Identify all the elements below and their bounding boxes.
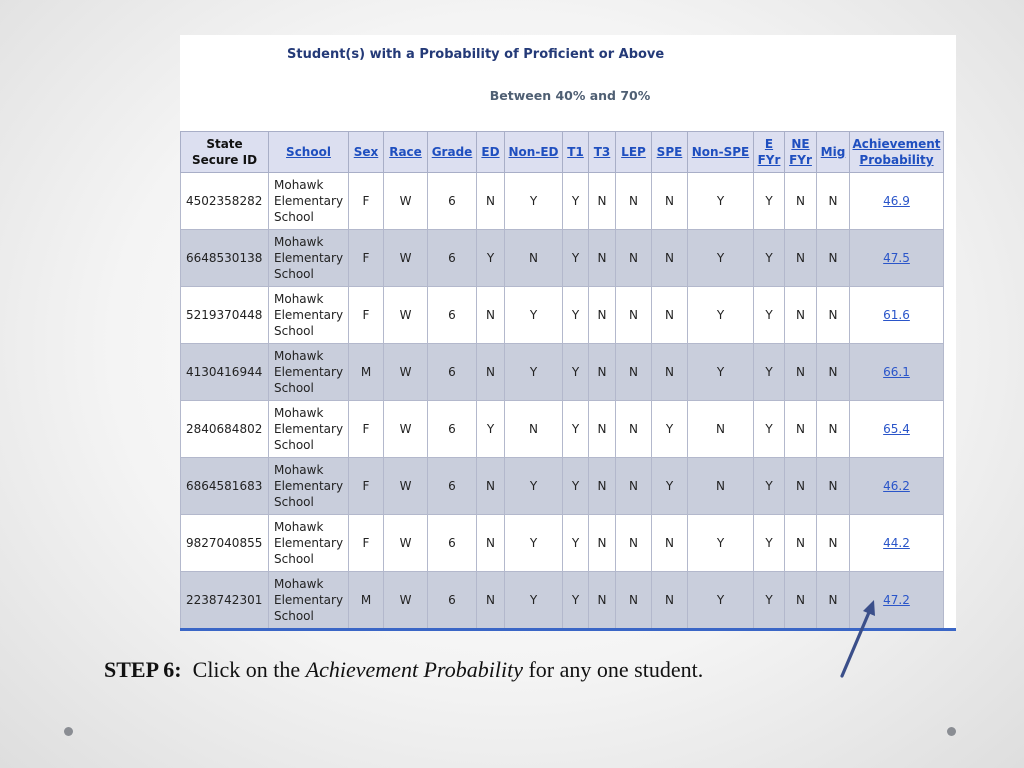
header-line1: School [286,145,331,159]
cell-achievement-probability [850,458,944,515]
cell-ne-fyr: N [785,344,817,401]
header-line1: Mig [820,145,846,159]
cell-t3: N [589,401,616,458]
table-body [181,173,944,629]
header-line1: Non-ED [508,145,559,159]
cell-grade: 6 [428,344,477,401]
header-line1: ED [481,145,500,159]
header-line1: Grade [431,145,473,159]
column-header-13[interactable] [785,132,817,173]
cell-non-ed: Y [505,173,563,230]
cell-mig: N [817,287,850,344]
cell-achievement-probability [850,287,944,344]
column-header-3[interactable] [384,132,428,173]
school-name-line: Elementary [274,479,344,493]
cell-spe: N [652,572,688,629]
achievement-probability-link[interactable]: 47.5 [883,251,910,265]
column-header-6[interactable] [505,132,563,173]
cell-grade: 6 [428,287,477,344]
school-name-line: Elementary [274,194,344,208]
cell-race: W [384,458,428,515]
report-subtitle [180,88,956,103]
cell-sex: F [349,515,384,572]
cell-sex: F [349,458,384,515]
column-header-label[interactable] [758,137,781,167]
cell-grade: 6 [428,230,477,287]
instruction-text [104,657,703,683]
cell-lep: N [616,515,652,572]
column-header-label[interactable] [389,145,422,159]
cell-non-spe: Y [688,344,754,401]
cell-achievement-probability [850,173,944,230]
column-header-label[interactable] [567,145,584,159]
column-header-11[interactable] [688,132,754,173]
column-header-10[interactable] [652,132,688,173]
cell-t3: N [589,515,616,572]
cell-mig: N [817,344,850,401]
school-name-line: Mohawk [274,463,324,477]
cell-non-ed: Y [505,458,563,515]
cell-t1: Y [563,515,589,572]
cell-t1: Y [563,458,589,515]
column-header-label [192,137,257,167]
column-header-label[interactable] [852,137,940,167]
step-label: STEP 6: [104,657,182,682]
table-row [181,230,944,287]
column-header-1[interactable] [269,132,349,173]
cell-e-fyr: Y [754,230,785,287]
header-line1: Race [389,145,422,159]
pointer-arrow-icon [830,596,890,686]
column-header-2[interactable] [349,132,384,173]
cell-non-spe: Y [688,515,754,572]
cell-race: W [384,401,428,458]
cell-e-fyr: Y [754,572,785,629]
column-header-label[interactable] [821,145,846,159]
cell-t3: N [589,344,616,401]
cell-secure-id: 4502358282 [181,173,269,230]
cell-spe: N [652,287,688,344]
cell-non-ed: N [505,401,563,458]
cell-race: W [384,572,428,629]
cell-race: W [384,344,428,401]
school-name-line: School [274,381,314,395]
cell-spe: Y [652,401,688,458]
cell-sex: F [349,287,384,344]
cell-ed: N [477,173,505,230]
cell-school [269,344,349,401]
cell-t3: N [589,572,616,629]
cell-ne-fyr: N [785,458,817,515]
cell-mig: N [817,458,850,515]
column-header-7[interactable] [563,132,589,173]
cell-school [269,287,349,344]
instruction-emphasis: Achievement Probability [305,657,523,682]
cell-sex: F [349,173,384,230]
cell-grade: 6 [428,458,477,515]
achievement-probability-link[interactable]: 66.1 [883,365,910,379]
cell-non-ed: Y [505,287,563,344]
cell-ed: N [477,344,505,401]
school-name-line: Elementary [274,422,344,436]
cell-achievement-probability [850,344,944,401]
cell-school [269,515,349,572]
header-line2: Probability [859,153,934,167]
cell-lep: N [616,287,652,344]
header-line1: Achievement [852,137,941,151]
cell-e-fyr: Y [754,401,785,458]
cell-sex: M [349,344,384,401]
school-name-line: Mohawk [274,292,324,306]
school-name-line: Mohawk [274,235,324,249]
cell-grade: 6 [428,401,477,458]
cell-mig: N [817,173,850,230]
column-header-label[interactable] [621,145,646,159]
column-header-label[interactable] [286,145,331,159]
cell-race: W [384,287,428,344]
table-header-row [181,132,944,173]
school-name-line: Mohawk [274,406,324,420]
cell-school [269,458,349,515]
cell-school [269,230,349,287]
header-line2: Secure ID [191,153,258,167]
school-name-line: School [274,609,314,623]
cell-school [269,572,349,629]
cell-secure-id: 2238742301 [181,572,269,629]
cell-t3: N [589,287,616,344]
school-name-line: Mohawk [274,349,324,363]
cell-secure-id: 4130416944 [181,344,269,401]
cell-grade: 6 [428,572,477,629]
column-header-5[interactable] [477,132,505,173]
cell-e-fyr: Y [754,458,785,515]
school-name-line: Mohawk [274,178,324,192]
cell-achievement-probability [850,230,944,287]
cell-t3: N [589,173,616,230]
cell-race: W [384,515,428,572]
cell-non-spe: Y [688,173,754,230]
cell-school [269,401,349,458]
cell-ed: N [477,458,505,515]
column-header-14[interactable] [817,132,850,173]
column-header-label[interactable] [354,145,379,159]
cell-spe: N [652,173,688,230]
cell-ed: N [477,287,505,344]
column-header-label[interactable] [432,145,473,159]
school-name-line: Elementary [274,593,344,607]
header-line1: NE [791,137,810,151]
header-line1: LEP [621,145,646,159]
achievement-probability-link[interactable]: 46.9 [883,194,910,208]
cell-ne-fyr: N [785,572,817,629]
cell-lep: N [616,401,652,458]
school-name-line: Elementary [274,251,344,265]
table-row [181,458,944,515]
cell-race: W [384,230,428,287]
slide-dot-right [947,727,956,736]
cell-t1: Y [563,344,589,401]
cell-secure-id: 2840684802 [181,401,269,458]
column-header-15[interactable] [850,132,944,173]
cell-spe: N [652,344,688,401]
school-name-line: School [274,552,314,566]
cell-sex: F [349,401,384,458]
header-line2: FYr [757,153,781,167]
cell-ed: Y [477,230,505,287]
column-header-label[interactable] [657,145,683,159]
school-name-line: School [274,267,314,281]
school-name-line: School [274,210,314,224]
cell-sex: M [349,572,384,629]
cell-spe: Y [652,458,688,515]
header-line1: Non-SPE [691,145,750,159]
cell-mig: N [817,515,850,572]
cell-ed: N [477,572,505,629]
header-line2: FYr [789,153,812,167]
table-row [181,344,944,401]
header-line1: State [206,137,243,151]
cell-ed: Y [477,401,505,458]
cell-lep: N [616,572,652,629]
cell-lep: N [616,173,652,230]
school-name-line: School [274,495,314,509]
cell-t3: N [589,458,616,515]
cell-ne-fyr: N [785,287,817,344]
cell-grade: 6 [428,173,477,230]
cell-school [269,173,349,230]
cell-lep: N [616,458,652,515]
cell-ne-fyr: N [785,515,817,572]
cell-secure-id: 6864581683 [181,458,269,515]
school-name-line: Mohawk [274,577,324,591]
achievement-probability-link[interactable]: 44.2 [883,536,910,550]
table-row [181,173,944,230]
report-title: Student(s) with a Probability of Proficient or Above [287,47,665,62]
header-line1: T3 [593,145,611,159]
school-name-line: School [274,438,314,452]
school-name-line: Elementary [274,308,344,322]
cell-t1: Y [563,401,589,458]
school-name-line: School [274,324,314,338]
cell-secure-id: 5219370448 [181,287,269,344]
cell-e-fyr: Y [754,173,785,230]
achievement-probability-link[interactable]: 46.2 [883,479,910,493]
table-row [181,401,944,458]
cell-grade: 6 [428,515,477,572]
cell-achievement-probability [850,515,944,572]
cell-non-ed: Y [505,515,563,572]
cell-t1: Y [563,230,589,287]
cell-spe: N [652,230,688,287]
header-line1: Sex [353,145,379,159]
table-row [181,515,944,572]
school-name-line: Elementary [274,536,344,550]
cell-t3: N [589,230,616,287]
cell-lep: N [616,344,652,401]
header-line1: E [764,137,774,151]
cell-achievement-probability [850,401,944,458]
school-name-line: Mohawk [274,520,324,534]
school-name-line: Elementary [274,365,344,379]
cell-mig: N [817,401,850,458]
column-header-label[interactable] [594,145,611,159]
cell-ed: N [477,515,505,572]
column-header-12[interactable] [754,132,785,173]
cell-lep: N [616,230,652,287]
table-row [181,287,944,344]
column-header-0 [181,132,269,173]
cell-non-spe: N [688,458,754,515]
cell-e-fyr: Y [754,344,785,401]
cell-non-spe: N [688,401,754,458]
cell-t1: Y [563,173,589,230]
cell-non-ed: Y [505,344,563,401]
report-subtitle-text: Between 40% and 70% [489,88,651,103]
cell-non-spe: Y [688,572,754,629]
header-line1: SPE [656,145,683,159]
column-header-label[interactable] [509,145,559,159]
cell-spe: N [652,515,688,572]
cell-mig: N [817,230,850,287]
cell-e-fyr: Y [754,515,785,572]
column-header-9[interactable] [616,132,652,173]
cell-e-fyr: Y [754,287,785,344]
cell-non-ed: N [505,230,563,287]
column-header-label[interactable] [692,145,749,159]
achievement-probability-link[interactable]: 47.2 [883,593,910,607]
instruction-after: for any one student. [528,657,704,682]
cell-ne-fyr: N [785,230,817,287]
column-header-4[interactable] [428,132,477,173]
column-header-label[interactable] [789,137,812,167]
cell-non-ed: Y [505,572,563,629]
cell-ne-fyr: N [785,173,817,230]
achievement-probability-link[interactable]: 65.4 [883,422,910,436]
cell-non-spe: Y [688,287,754,344]
column-header-label[interactable] [481,145,499,159]
cell-mig: N [817,572,850,629]
cell-ne-fyr: N [785,401,817,458]
cell-race: W [384,173,428,230]
achievement-probability-link[interactable]: 61.6 [883,308,910,322]
student-table [180,131,944,629]
cell-secure-id: 9827040855 [181,515,269,572]
cell-secure-id: 6648530138 [181,230,269,287]
cell-t1: Y [563,287,589,344]
cell-t1: Y [563,572,589,629]
column-header-8[interactable] [589,132,616,173]
instruction-before: Click on the [192,657,301,682]
slide-dot-left [64,727,73,736]
cell-non-spe: Y [688,230,754,287]
report-panel [180,35,956,631]
header-line1: T1 [567,145,584,159]
cell-sex: F [349,230,384,287]
